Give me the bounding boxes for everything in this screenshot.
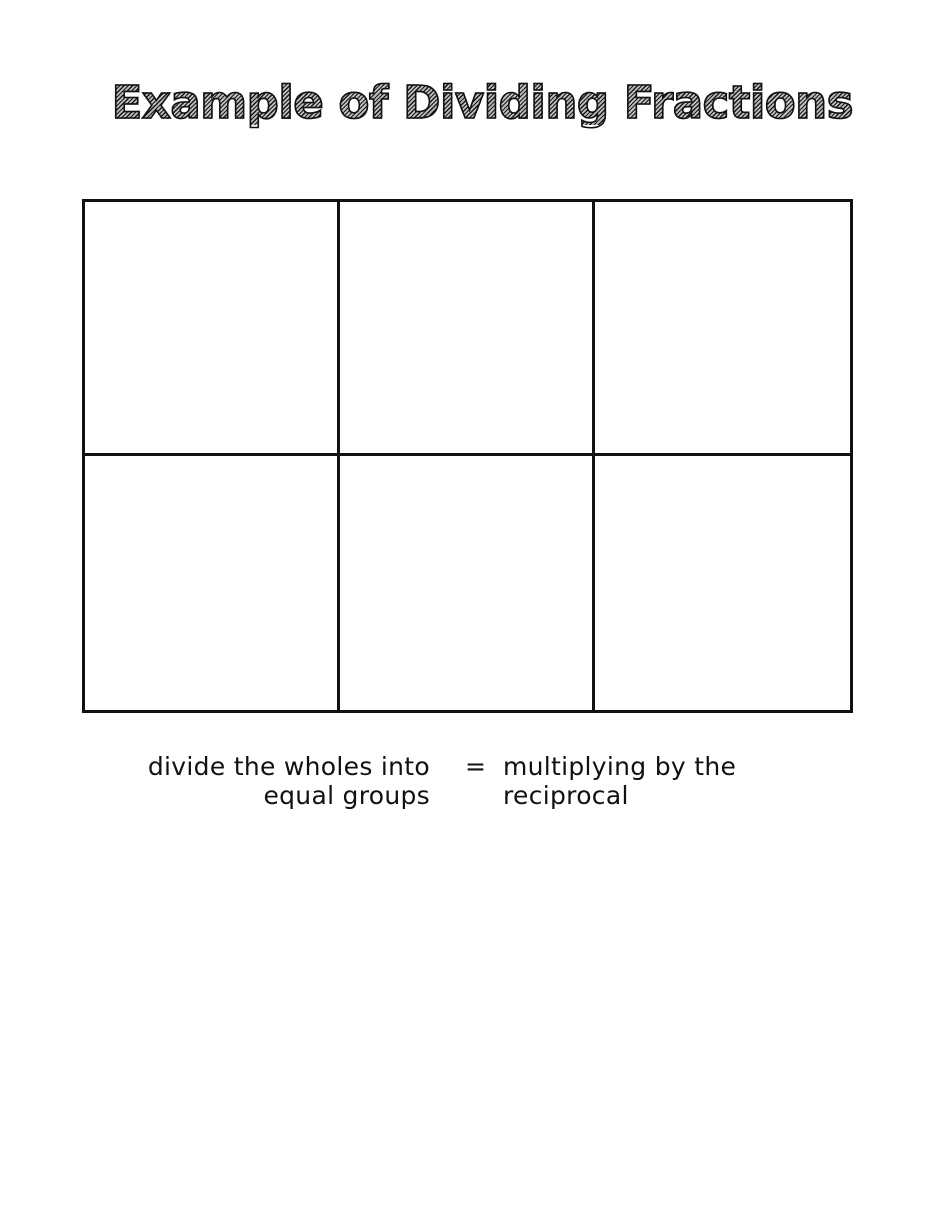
caption-right-text <box>503 752 793 810</box>
example-grid <box>82 199 853 713</box>
grid-cell-r2-c1 <box>85 456 340 710</box>
caption-left-line: divide the wholes into <box>147 752 430 781</box>
grid-cell-r1-c3 <box>595 202 850 456</box>
caption-right-line: reciprocal <box>503 781 629 810</box>
caption-left-text <box>100 752 430 810</box>
caption-left-line: equal groups <box>263 781 430 810</box>
grid-cell-r1-c2 <box>340 202 595 456</box>
grid-cell-r2-c3 <box>595 456 850 710</box>
grid-cell-r1-c1 <box>85 202 340 456</box>
page-title: Example of Dividing Fractions <box>111 76 853 129</box>
caption-right-line: multiplying by the <box>503 752 737 781</box>
grid-cell-r2-c2 <box>340 456 595 710</box>
equals-sign: = <box>465 752 487 781</box>
